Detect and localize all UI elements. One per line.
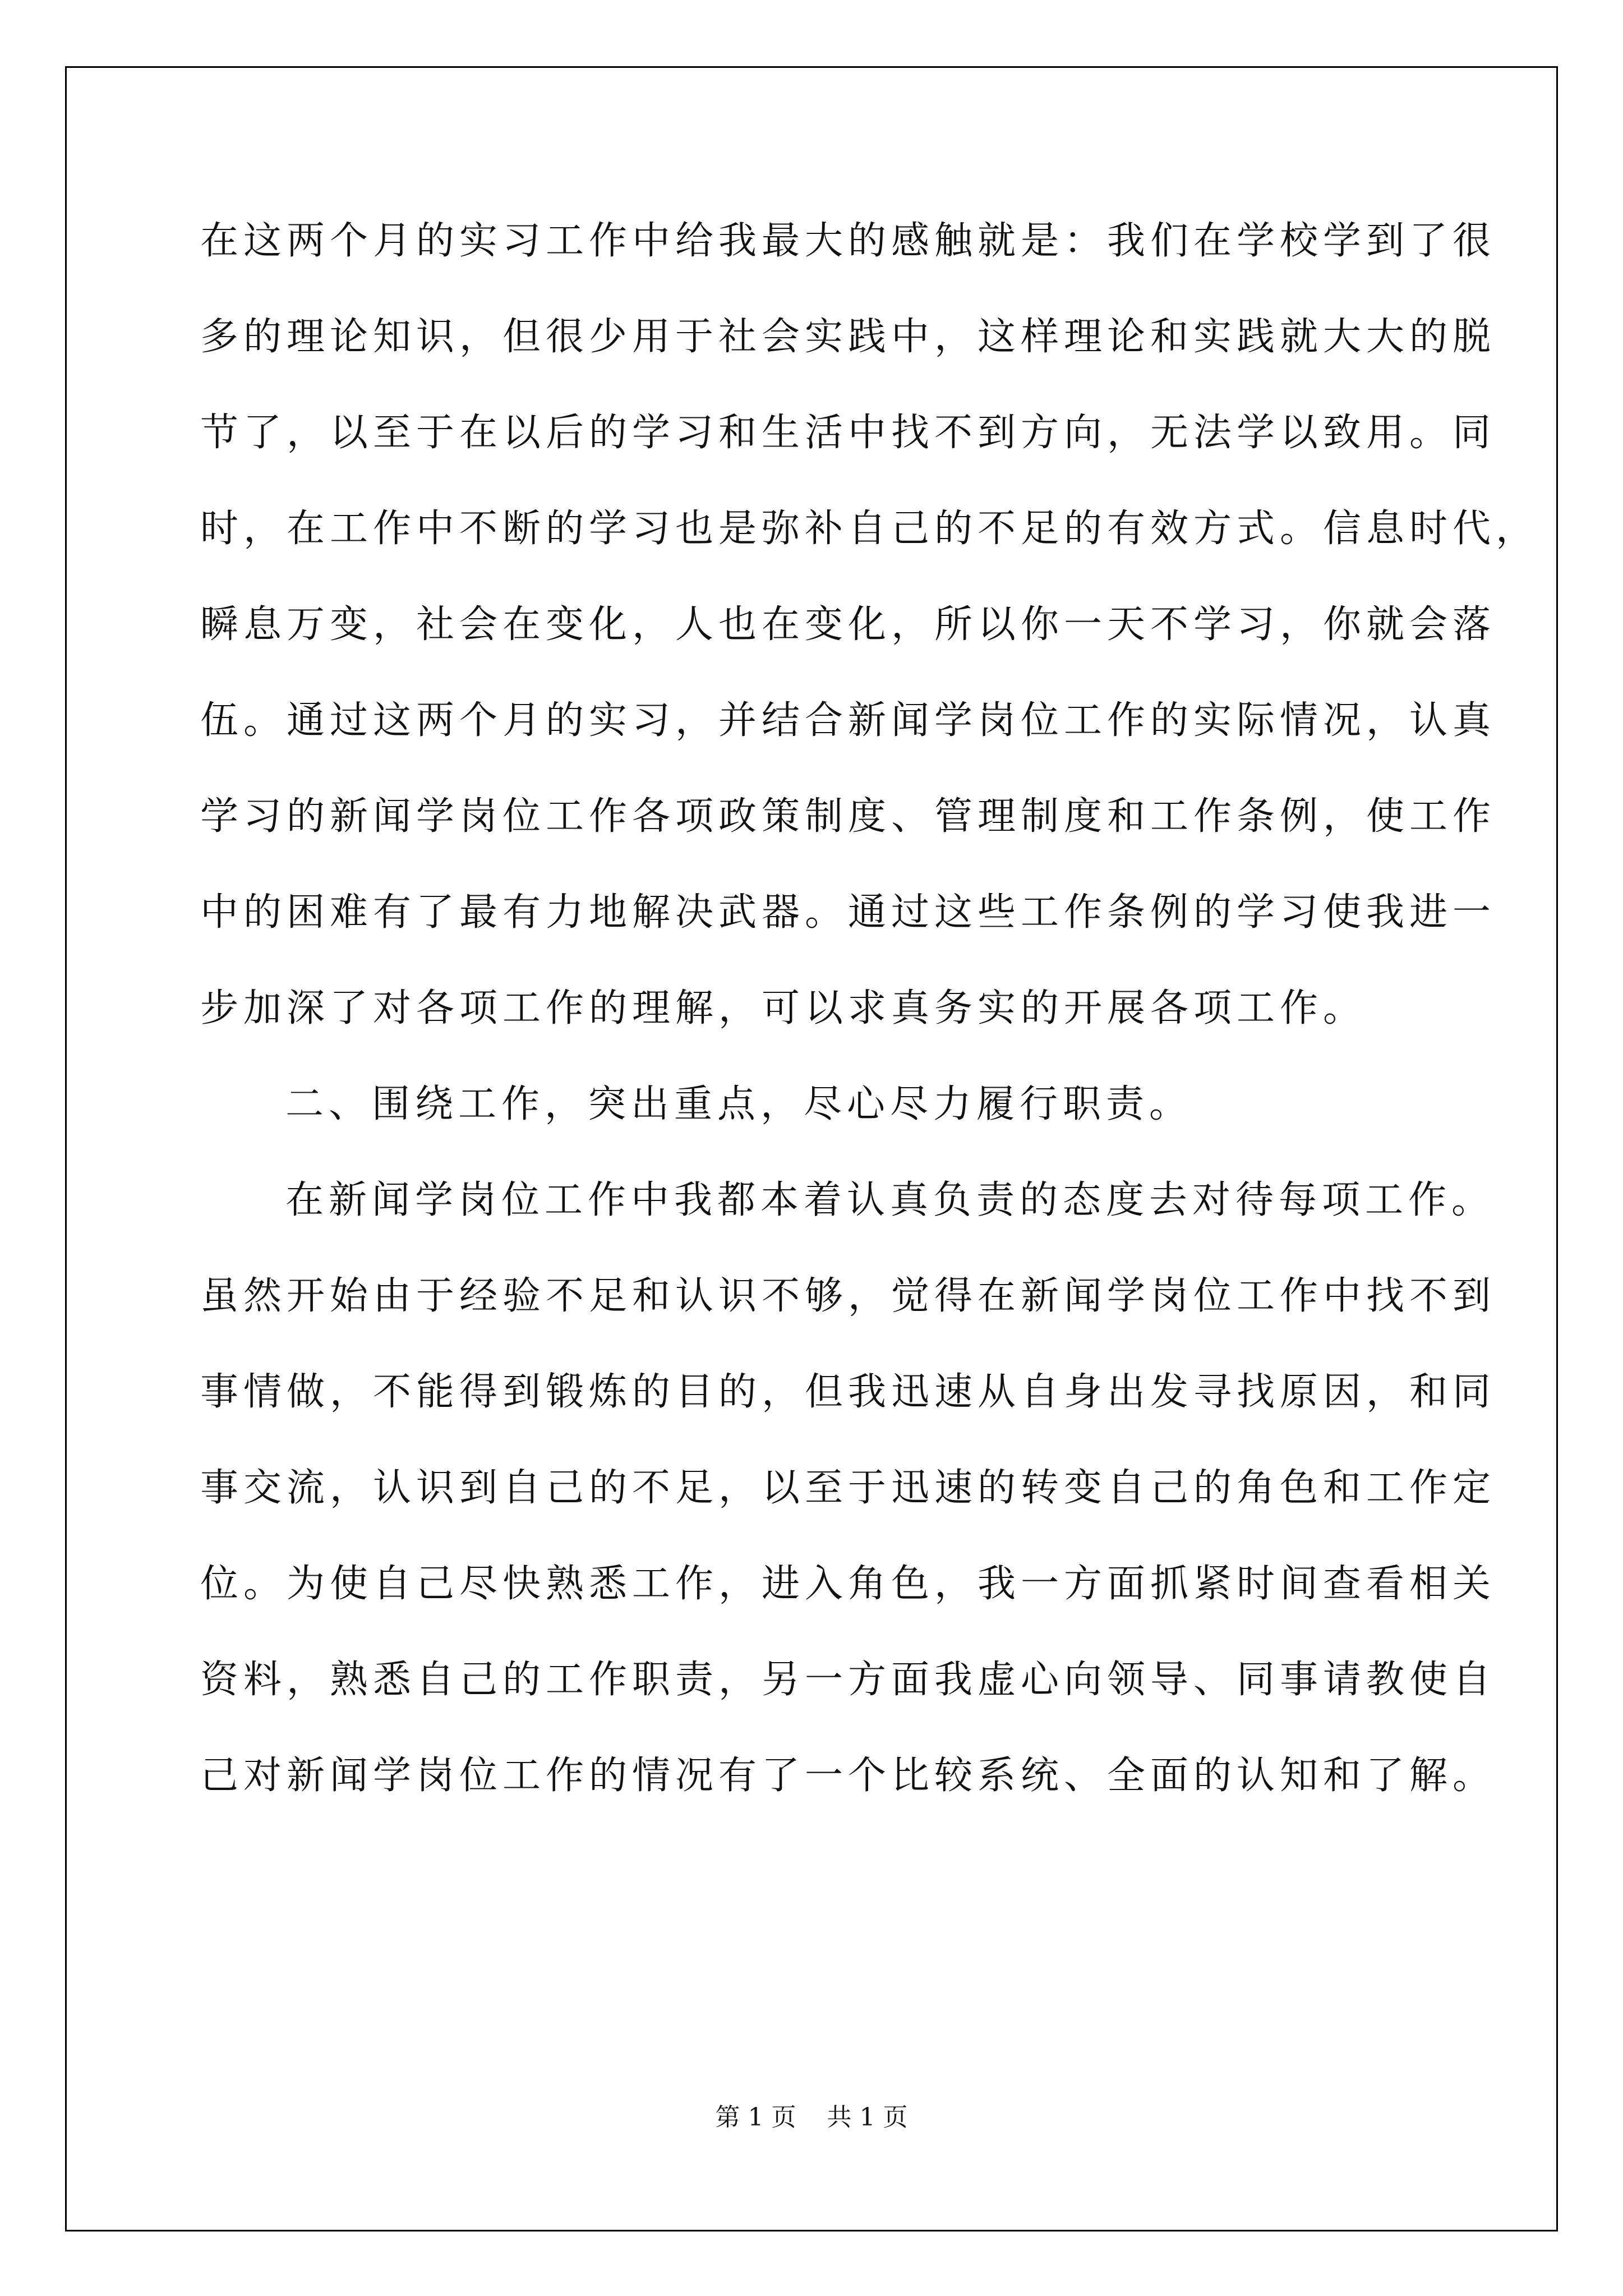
document-body [200,213,1539,1844]
text-line: 己对新闻学岗位工作的情况有了一个比较系统、全面的认知和了解。 [200,1754,1496,1798]
text-line: 资料，熟悉自己的工作职责，另一方面我虚心向领导、同事请教使自 [200,1658,1496,1702]
page-footer [0,2097,1623,2133]
text-line: 中的困难有了最有力地解决武器。通过这些工作条例的学习使我进一 [200,890,1496,935]
text-line: 学习的新闻学岗位工作各项政策制度、管理制度和工作条例，使工作 [200,794,1496,839]
text-line: 事情做，不能得到锻炼的目的，但我迅速从自身出发寻找原因，和同 [200,1370,1496,1414]
text-line: 伍。通过这两个月的实习，并结合新闻学岗位工作的实际情况，认真 [200,698,1496,743]
text-line: 在这两个月的实习工作中给我最大的感触就是：我们在学校学到了很 [200,219,1496,263]
text-line: 在新闻学岗位工作中我都本着认真负责的态度去对待每项工作。 [285,1178,1495,1222]
text-line: 虽然开始由于经验不足和认识不够，觉得在新闻学岗位工作中找不到 [200,1274,1496,1318]
text-line: 瞬息万变，社会在变化，人也在变化，所以你一天不学习，你就会落 [200,602,1496,647]
page-number: 第 1 页 [715,2103,796,2132]
section-heading: 二、围绕工作，突出重点，尽心尽力履行职责。 [285,1082,1193,1126]
text-line: 位。为使自己尽快熟悉工作，进入角色，我一方面抓紧时间查看相关 [200,1562,1496,1606]
text-line: 多的理论知识，但很少用于社会实践中，这样理论和实践就大大的脱 [200,315,1496,359]
page-total: 共 1 页 [827,2103,908,2132]
text-line: 事交流，认识到自己的不足，以至于迅速的转变自己的角色和工作定 [200,1466,1496,1510]
text-line: 步加深了对各项工作的理解，可以求真务实的开展各项工作。 [200,986,1367,1030]
text-line: 时，在工作中不断的学习也是弥补自己的不足的有效方式。信息时代， [200,507,1539,551]
text-line: 节了，以至于在以后的学习和生活中找不到方向，无法学以致用。同 [200,411,1496,455]
